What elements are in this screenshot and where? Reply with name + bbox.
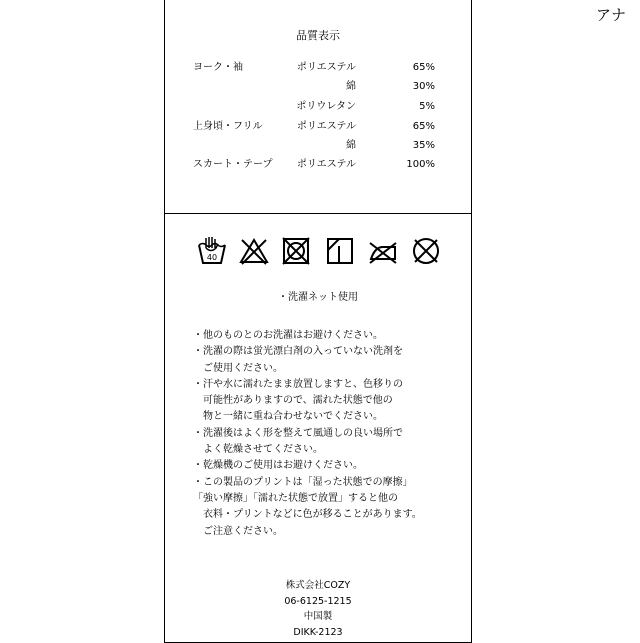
material-row [0, 80, 640, 94]
product-code: DIKK-2123 [293, 626, 343, 638]
quality-title: 品質表示 [296, 29, 340, 42]
material-row [0, 100, 640, 114]
no-bleach-icon [239, 236, 269, 266]
care-symbols [197, 236, 447, 266]
phone-number: 06-6125-1215 [284, 595, 352, 607]
material-row [0, 158, 640, 172]
net-note: ・洗濯ネット使用 [278, 292, 358, 303]
care-note-line: ご使用ください。 [193, 362, 283, 374]
material-percent: 30% [412, 81, 435, 92]
country-of-origin: 中国製 [303, 611, 333, 623]
line-dry-shade-icon [325, 236, 355, 266]
material-percent: 5% [419, 101, 435, 112]
part-name: ヨーク・袖 [193, 62, 243, 73]
material-name: ポリウレタン [296, 101, 356, 112]
material-row [0, 61, 640, 75]
company-name: 株式会社COZY [285, 580, 351, 591]
material-percent: 65% [412, 121, 435, 132]
care-note-line: ご注意ください。 [193, 525, 283, 537]
care-note-line: ・この製品のプリントは「湿った状態での摩擦」 [193, 476, 413, 488]
care-note-line: 可能性がありますので、濡れた状態で他の [193, 395, 393, 407]
care-label [164, 0, 472, 643]
care-note-line: ・乾燥機のご使用はお避けください。 [193, 460, 363, 472]
part-name: 上身頃・フリル [193, 121, 263, 132]
material-name: ポリエステル [296, 121, 356, 132]
care-note-line: ・汗や水に濡れたまま放置しますと、色移りの [193, 378, 403, 390]
no-dry-clean-icon [411, 236, 441, 266]
material-name: ポリエステル [296, 62, 356, 73]
footer [164, 578, 472, 640]
material-percent: 35% [412, 140, 435, 151]
care-note-line: 物と一緒に重ね合わせないでください。 [193, 411, 383, 423]
care-note-line: よく乾燥させてください。 [193, 444, 323, 456]
label-divider [164, 213, 472, 214]
no-iron-icon [367, 236, 399, 266]
material-row [0, 139, 640, 153]
material-row [0, 120, 640, 134]
material-percent: 100% [406, 159, 435, 170]
material-percent: 65% [412, 62, 435, 73]
hand-wash-temp: 40 [206, 253, 218, 262]
no-tumble-dry-icon [281, 236, 311, 266]
care-note-line: ・洗濯後はよく形を整えて風通しの良い場所で [193, 427, 403, 439]
material-name: 綿 [346, 81, 356, 92]
care-notes [193, 328, 453, 540]
care-note-line: 衣料・プリントなどに色が移ることがあります。 [193, 509, 422, 521]
care-note-line: ・他のものとのお洗濯はお避けください。 [193, 330, 383, 341]
care-note-line: ・洗濯の際は蛍光漂白剤の入っていない洗剤を [193, 346, 403, 358]
care-note-line: 「強い摩擦」「濡れた状態で放置」すると他の [193, 492, 398, 504]
material-name: 綿 [346, 140, 356, 151]
corner-text: アナ [596, 6, 627, 24]
part-name: スカート・テープ [193, 159, 273, 170]
material-name: ポリエステル [296, 159, 356, 170]
hand-wash-icon [197, 236, 227, 266]
